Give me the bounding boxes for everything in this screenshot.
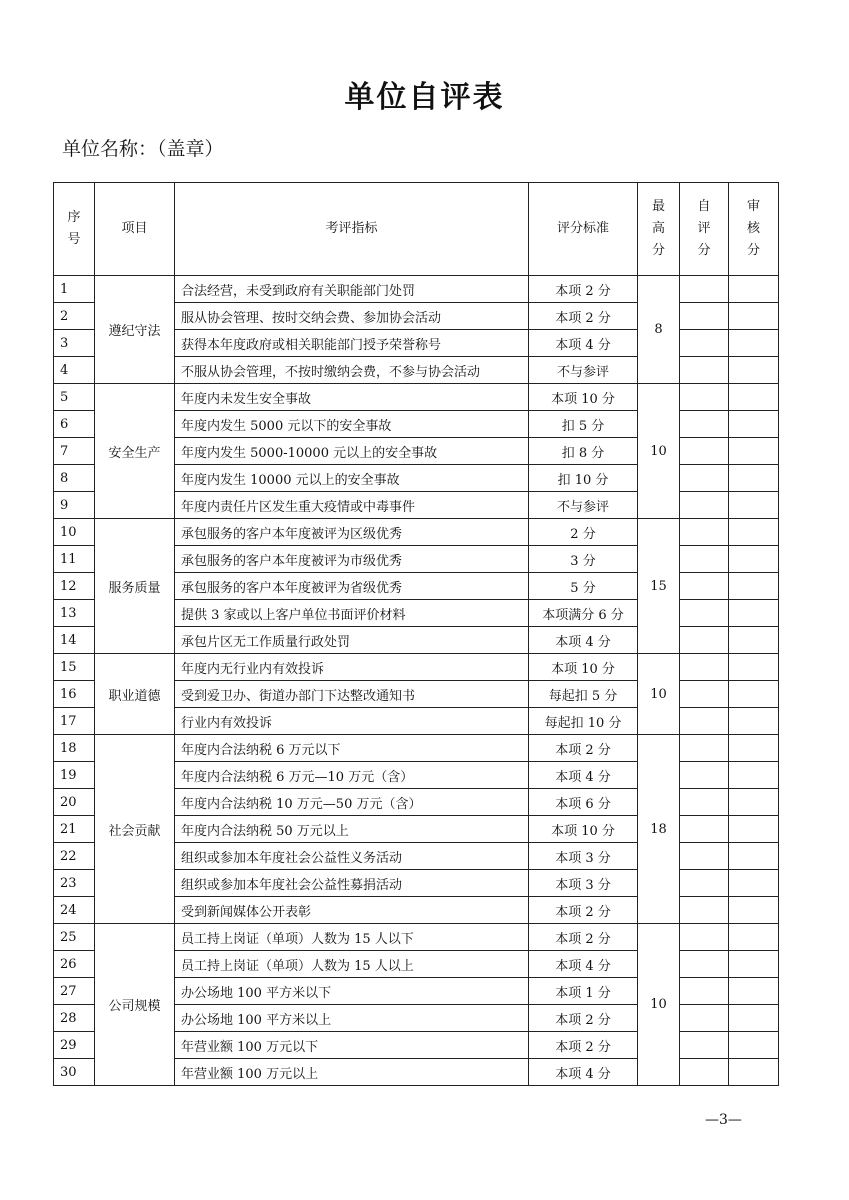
review-score-cell[interactable] xyxy=(729,492,779,519)
self-score-cell[interactable] xyxy=(680,681,729,708)
indicator-cell: 受到爱卫办、街道办部门下达整改通知书 xyxy=(175,681,529,708)
review-score-cell[interactable] xyxy=(729,951,779,978)
self-score-cell[interactable] xyxy=(680,708,729,735)
category-cell: 安全生产 xyxy=(95,384,175,519)
table-row xyxy=(54,654,779,681)
table-row xyxy=(54,519,779,546)
row-number: 14 xyxy=(54,627,95,654)
row-number: 27 xyxy=(54,978,95,1005)
row-number: 2 xyxy=(54,303,95,330)
self-score-cell[interactable] xyxy=(680,519,729,546)
standard-cell: 本项 4 分 xyxy=(529,627,638,654)
standard-cell: 本项 1 分 xyxy=(529,978,638,1005)
max-score-cell: 15 xyxy=(638,519,680,654)
review-score-cell[interactable] xyxy=(729,1032,779,1059)
indicator-cell: 年度内无行业内有效投诉 xyxy=(175,654,529,681)
header-self-score: 自评分 xyxy=(680,183,729,276)
review-score-cell[interactable] xyxy=(729,978,779,1005)
row-number: 8 xyxy=(54,465,95,492)
table-row xyxy=(54,276,779,303)
review-score-cell[interactable] xyxy=(729,681,779,708)
standard-cell: 扣 8 分 xyxy=(529,438,638,465)
self-score-cell[interactable] xyxy=(680,762,729,789)
table-header-row xyxy=(54,183,779,276)
max-score-cell: 18 xyxy=(638,735,680,924)
indicator-cell: 年度内发生 5000 元以下的安全事故 xyxy=(175,411,529,438)
table-row xyxy=(54,384,779,411)
indicator-cell: 员工持上岗证（单项）人数为 15 人以上 xyxy=(175,951,529,978)
header-max-score: 最高分 xyxy=(638,183,680,276)
header-no: 序号 xyxy=(54,183,95,276)
self-score-cell[interactable] xyxy=(680,330,729,357)
indicator-cell: 承包服务的客户本年度被评为市级优秀 xyxy=(175,546,529,573)
row-number: 28 xyxy=(54,1005,95,1032)
standard-cell: 本项 2 分 xyxy=(529,897,638,924)
indicator-cell: 年营业额 100 万元以上 xyxy=(175,1059,529,1086)
indicator-cell: 受到新闻媒体公开表彰 xyxy=(175,897,529,924)
indicator-cell: 获得本年度政府或相关职能部门授予荣誉称号 xyxy=(175,330,529,357)
row-number: 12 xyxy=(54,573,95,600)
standard-cell: 本项 2 分 xyxy=(529,276,638,303)
category-cell: 服务质量 xyxy=(95,519,175,654)
self-score-cell[interactable] xyxy=(680,303,729,330)
indicator-cell: 年度内合法纳税 6 万元以下 xyxy=(175,735,529,762)
page-title: 单位自评表 xyxy=(344,80,505,115)
self-score-cell[interactable] xyxy=(680,492,729,519)
indicator-cell: 提供 3 家或以上客户单位书面评价材料 xyxy=(175,600,529,627)
standard-cell: 不与参评 xyxy=(529,357,638,384)
row-number: 5 xyxy=(54,384,95,411)
self-score-cell[interactable] xyxy=(680,276,729,303)
unit-name-label: 单位名称：（盖章） xyxy=(62,138,224,160)
review-score-cell[interactable] xyxy=(729,870,779,897)
indicator-cell: 年度内责任片区发生重大疫情或中毒事件 xyxy=(175,492,529,519)
standard-cell: 本项满分 6 分 xyxy=(529,600,638,627)
review-score-cell[interactable] xyxy=(729,924,779,951)
indicator-cell: 合法经营，未受到政府有关职能部门处罚 xyxy=(175,276,529,303)
category-cell: 社会贡献 xyxy=(95,735,175,924)
standard-cell: 本项 2 分 xyxy=(529,1032,638,1059)
review-score-cell[interactable] xyxy=(729,762,779,789)
review-score-cell[interactable] xyxy=(729,546,779,573)
category-cell: 公司规模 xyxy=(95,924,175,1086)
indicator-cell: 承包服务的客户本年度被评为省级优秀 xyxy=(175,573,529,600)
row-number: 3 xyxy=(54,330,95,357)
standard-cell: 2 分 xyxy=(529,519,638,546)
review-score-cell[interactable] xyxy=(729,843,779,870)
standard-cell: 本项 2 分 xyxy=(529,1005,638,1032)
category-cell: 职业道德 xyxy=(95,654,175,735)
row-number: 18 xyxy=(54,735,95,762)
review-score-cell[interactable] xyxy=(729,573,779,600)
row-number: 25 xyxy=(54,924,95,951)
table-row xyxy=(54,924,779,951)
review-score-cell[interactable] xyxy=(729,1005,779,1032)
standard-cell: 本项 2 分 xyxy=(529,735,638,762)
max-score-cell: 10 xyxy=(638,654,680,735)
self-score-cell[interactable] xyxy=(680,654,729,681)
review-score-cell[interactable] xyxy=(729,600,779,627)
review-score-cell[interactable] xyxy=(729,627,779,654)
standard-cell: 本项 4 分 xyxy=(529,951,638,978)
indicator-cell: 组织或参加本年度社会公益性义务活动 xyxy=(175,843,529,870)
header-item: 项目 xyxy=(95,183,175,276)
header-review-score: 审核分 xyxy=(729,183,779,276)
self-score-cell[interactable] xyxy=(680,978,729,1005)
standard-cell: 本项 3 分 xyxy=(529,870,638,897)
review-score-cell[interactable] xyxy=(729,411,779,438)
indicator-cell: 行业内有效投诉 xyxy=(175,708,529,735)
self-score-cell[interactable] xyxy=(680,573,729,600)
row-number: 10 xyxy=(54,519,95,546)
indicator-cell: 年营业额 100 万元以下 xyxy=(175,1032,529,1059)
review-score-cell[interactable] xyxy=(729,519,779,546)
row-number: 22 xyxy=(54,843,95,870)
indicator-cell: 不服从协会管理，不按时缴纳会费，不参与协会活动 xyxy=(175,357,529,384)
self-score-cell[interactable] xyxy=(680,897,729,924)
indicator-cell: 年度内合法纳税 10 万元—50 万元（含） xyxy=(175,789,529,816)
review-score-cell[interactable] xyxy=(729,735,779,762)
row-number: 17 xyxy=(54,708,95,735)
row-number: 13 xyxy=(54,600,95,627)
indicator-cell: 组织或参加本年度社会公益性募捐活动 xyxy=(175,870,529,897)
standard-cell: 本项 4 分 xyxy=(529,1059,638,1086)
row-number: 16 xyxy=(54,681,95,708)
review-score-cell[interactable] xyxy=(729,438,779,465)
row-number: 7 xyxy=(54,438,95,465)
self-score-cell[interactable] xyxy=(680,870,729,897)
indicator-cell: 员工持上岗证（单项）人数为 15 人以下 xyxy=(175,924,529,951)
row-number: 11 xyxy=(54,546,95,573)
row-number: 20 xyxy=(54,789,95,816)
indicator-cell: 年度内发生 10000 元以上的安全事故 xyxy=(175,465,529,492)
indicator-cell: 年度内未发生安全事故 xyxy=(175,384,529,411)
self-score-cell[interactable] xyxy=(680,546,729,573)
standard-cell: 本项 10 分 xyxy=(529,654,638,681)
indicator-cell: 承包服务的客户本年度被评为区级优秀 xyxy=(175,519,529,546)
self-score-cell[interactable] xyxy=(680,789,729,816)
standard-cell: 本项 2 分 xyxy=(529,924,638,951)
review-score-cell[interactable] xyxy=(729,789,779,816)
indicator-cell: 服从协会管理、按时交纳会费、参加协会活动 xyxy=(175,303,529,330)
self-score-cell[interactable] xyxy=(680,816,729,843)
self-score-cell[interactable] xyxy=(680,1005,729,1032)
review-score-cell[interactable] xyxy=(729,384,779,411)
review-score-cell[interactable] xyxy=(729,654,779,681)
standard-cell: 本项 2 分 xyxy=(529,303,638,330)
self-score-cell[interactable] xyxy=(680,438,729,465)
review-score-cell[interactable] xyxy=(729,465,779,492)
row-number: 15 xyxy=(54,654,95,681)
review-score-cell[interactable] xyxy=(729,276,779,303)
standard-cell: 本项 4 分 xyxy=(529,762,638,789)
standard-cell: 5 分 xyxy=(529,573,638,600)
review-score-cell[interactable] xyxy=(729,708,779,735)
row-number: 4 xyxy=(54,357,95,384)
self-score-cell[interactable] xyxy=(680,384,729,411)
row-number: 9 xyxy=(54,492,95,519)
standard-cell: 本项 3 分 xyxy=(529,843,638,870)
self-score-cell[interactable] xyxy=(680,357,729,384)
header-standard: 评分标准 xyxy=(529,183,638,276)
standard-cell: 不与参评 xyxy=(529,492,638,519)
self-score-cell[interactable] xyxy=(680,843,729,870)
self-evaluation-table xyxy=(53,182,779,1086)
indicator-cell: 承包片区无工作质量行政处罚 xyxy=(175,627,529,654)
self-score-cell[interactable] xyxy=(680,951,729,978)
row-number: 23 xyxy=(54,870,95,897)
row-number: 1 xyxy=(54,276,95,303)
self-score-cell[interactable] xyxy=(680,735,729,762)
max-score-cell: 8 xyxy=(638,276,680,384)
header-indicator: 考评指标 xyxy=(175,183,529,276)
indicator-cell: 办公场地 100 平方米以上 xyxy=(175,1005,529,1032)
review-score-cell[interactable] xyxy=(729,1059,779,1086)
standard-cell: 本项 4 分 xyxy=(529,330,638,357)
standard-cell: 本项 10 分 xyxy=(529,816,638,843)
indicator-cell: 办公场地 100 平方米以下 xyxy=(175,978,529,1005)
max-score-cell: 10 xyxy=(638,924,680,1086)
row-number: 24 xyxy=(54,897,95,924)
row-number: 30 xyxy=(54,1059,95,1086)
self-score-cell[interactable] xyxy=(680,411,729,438)
standard-cell: 扣 5 分 xyxy=(529,411,638,438)
self-score-cell[interactable] xyxy=(680,1059,729,1086)
standard-cell: 扣 10 分 xyxy=(529,465,638,492)
standard-cell: 本项 10 分 xyxy=(529,384,638,411)
row-number: 29 xyxy=(54,1032,95,1059)
standard-cell: 每起扣 5 分 xyxy=(529,681,638,708)
self-score-cell[interactable] xyxy=(680,924,729,951)
standard-cell: 本项 6 分 xyxy=(529,789,638,816)
review-score-cell[interactable] xyxy=(729,816,779,843)
self-score-cell[interactable] xyxy=(680,1032,729,1059)
indicator-cell: 年度内合法纳税 50 万元以上 xyxy=(175,816,529,843)
max-score-cell: 10 xyxy=(638,384,680,519)
standard-cell: 3 分 xyxy=(529,546,638,573)
review-score-cell[interactable] xyxy=(729,357,779,384)
standard-cell: 每起扣 10 分 xyxy=(529,708,638,735)
page-number: —3— xyxy=(705,1112,742,1128)
self-score-cell[interactable] xyxy=(680,600,729,627)
indicator-cell: 年度内发生 5000-10000 元以上的安全事故 xyxy=(175,438,529,465)
indicator-cell: 年度内合法纳税 6 万元—10 万元（含） xyxy=(175,762,529,789)
table-row xyxy=(54,735,779,762)
review-score-cell[interactable] xyxy=(729,330,779,357)
row-number: 21 xyxy=(54,816,95,843)
self-score-cell[interactable] xyxy=(680,627,729,654)
row-number: 26 xyxy=(54,951,95,978)
category-cell: 遵纪守法 xyxy=(95,276,175,384)
row-number: 19 xyxy=(54,762,95,789)
review-score-cell[interactable] xyxy=(729,303,779,330)
row-number: 6 xyxy=(54,411,95,438)
review-score-cell[interactable] xyxy=(729,897,779,924)
self-score-cell[interactable] xyxy=(680,465,729,492)
